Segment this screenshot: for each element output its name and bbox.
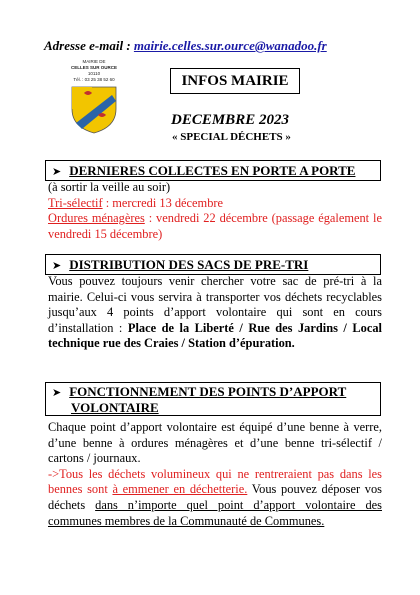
apport-text2: Vous pouvez déposer vos déchets — [48, 482, 382, 512]
logo-line3: 10110 — [87, 71, 101, 76]
email-line — [44, 38, 327, 54]
section-heading-fonctionnement — [45, 382, 381, 416]
apport-warning: ->Tous les déchets volumineux qui ne rentreraient pas dans les bennes sont — [48, 466, 382, 497]
email-label: Adresse e-mail : — [44, 38, 134, 53]
collect-item-label: Tri-sélectif — [48, 195, 103, 210]
collect-item-label: Ordures ménagères — [48, 211, 145, 226]
chevron-right-icon: ➤ — [52, 165, 62, 178]
section-title-line2: VOLONTAIRE — [71, 400, 159, 415]
section-title: FONCTIONNEMENT DES POINTS D’APPORT — [69, 384, 347, 399]
collect-item-text: : mercredi 13 décembre — [102, 195, 224, 210]
collect-item-tri — [48, 196, 382, 212]
page-title: INFOS MAIRIE — [170, 68, 300, 94]
collect-item-ordures — [48, 211, 382, 242]
section-heading-distribution — [45, 254, 381, 275]
apport-text: Chaque point d’apport volontaire est équipé d’une benne à verre, d’une benne à ordures ménagères et d’une benne tri-sélectif / cartons / journaux. — [48, 420, 382, 466]
logo-text — [62, 59, 126, 83]
chevron-right-icon: ➤ — [52, 386, 62, 399]
collect-intro: (à sortir la veille au soir) — [48, 180, 171, 194]
coat-of-arms-shield-icon — [62, 83, 126, 135]
section-body-collectes — [48, 180, 382, 242]
distribution-locations: Place de la Liberté / Rue des Jardins / Local technique rue des Craies / Station d’épuration. — [48, 320, 382, 351]
apport-text2-underlined: dans n’importe quel point d’apport volontaire des communes membres de la Communauté de Communes. — [48, 497, 382, 528]
email-link[interactable]: mairie.celles.sur.ource@wanadoo.fr — [133, 38, 327, 53]
mairie-logo — [62, 59, 126, 137]
logo-line2: CELLES SUR OURCE — [70, 65, 117, 70]
month-title: DECEMBRE 2023 — [171, 112, 289, 128]
section-body-distribution — [48, 274, 382, 352]
logo-line4: Tél. : 03 25 38 52 60 — [73, 77, 115, 82]
special-subtitle: « SPECIAL DÉCHETS » — [172, 131, 291, 143]
section-heading-collectes — [45, 160, 381, 181]
chevron-right-icon: ➤ — [52, 259, 62, 272]
apport-warning-underlined: à emmener en déchetterie. — [112, 482, 248, 497]
collect-item-text: : vendredi 22 décembre (passage également le vendredi 15 décembre) — [48, 211, 382, 241]
section-title: DERNIERES COLLECTES EN PORTE A PORTE — [69, 163, 356, 178]
distribution-text: Vous pouvez toujours venir chercher votre sac de pré-tri à la mairie. Celui-ci vous servira à transporter vos déchets recyclables jusqu’aux 4 points d’apport volontaire qui sont en cours d’installation : — [48, 274, 382, 335]
section-title: DISTRIBUTION DES SACS DE PRE-TRI — [69, 257, 309, 272]
section-body-fonctionnement — [48, 420, 382, 529]
logo-line1: MAIRIE DE — [82, 59, 106, 64]
